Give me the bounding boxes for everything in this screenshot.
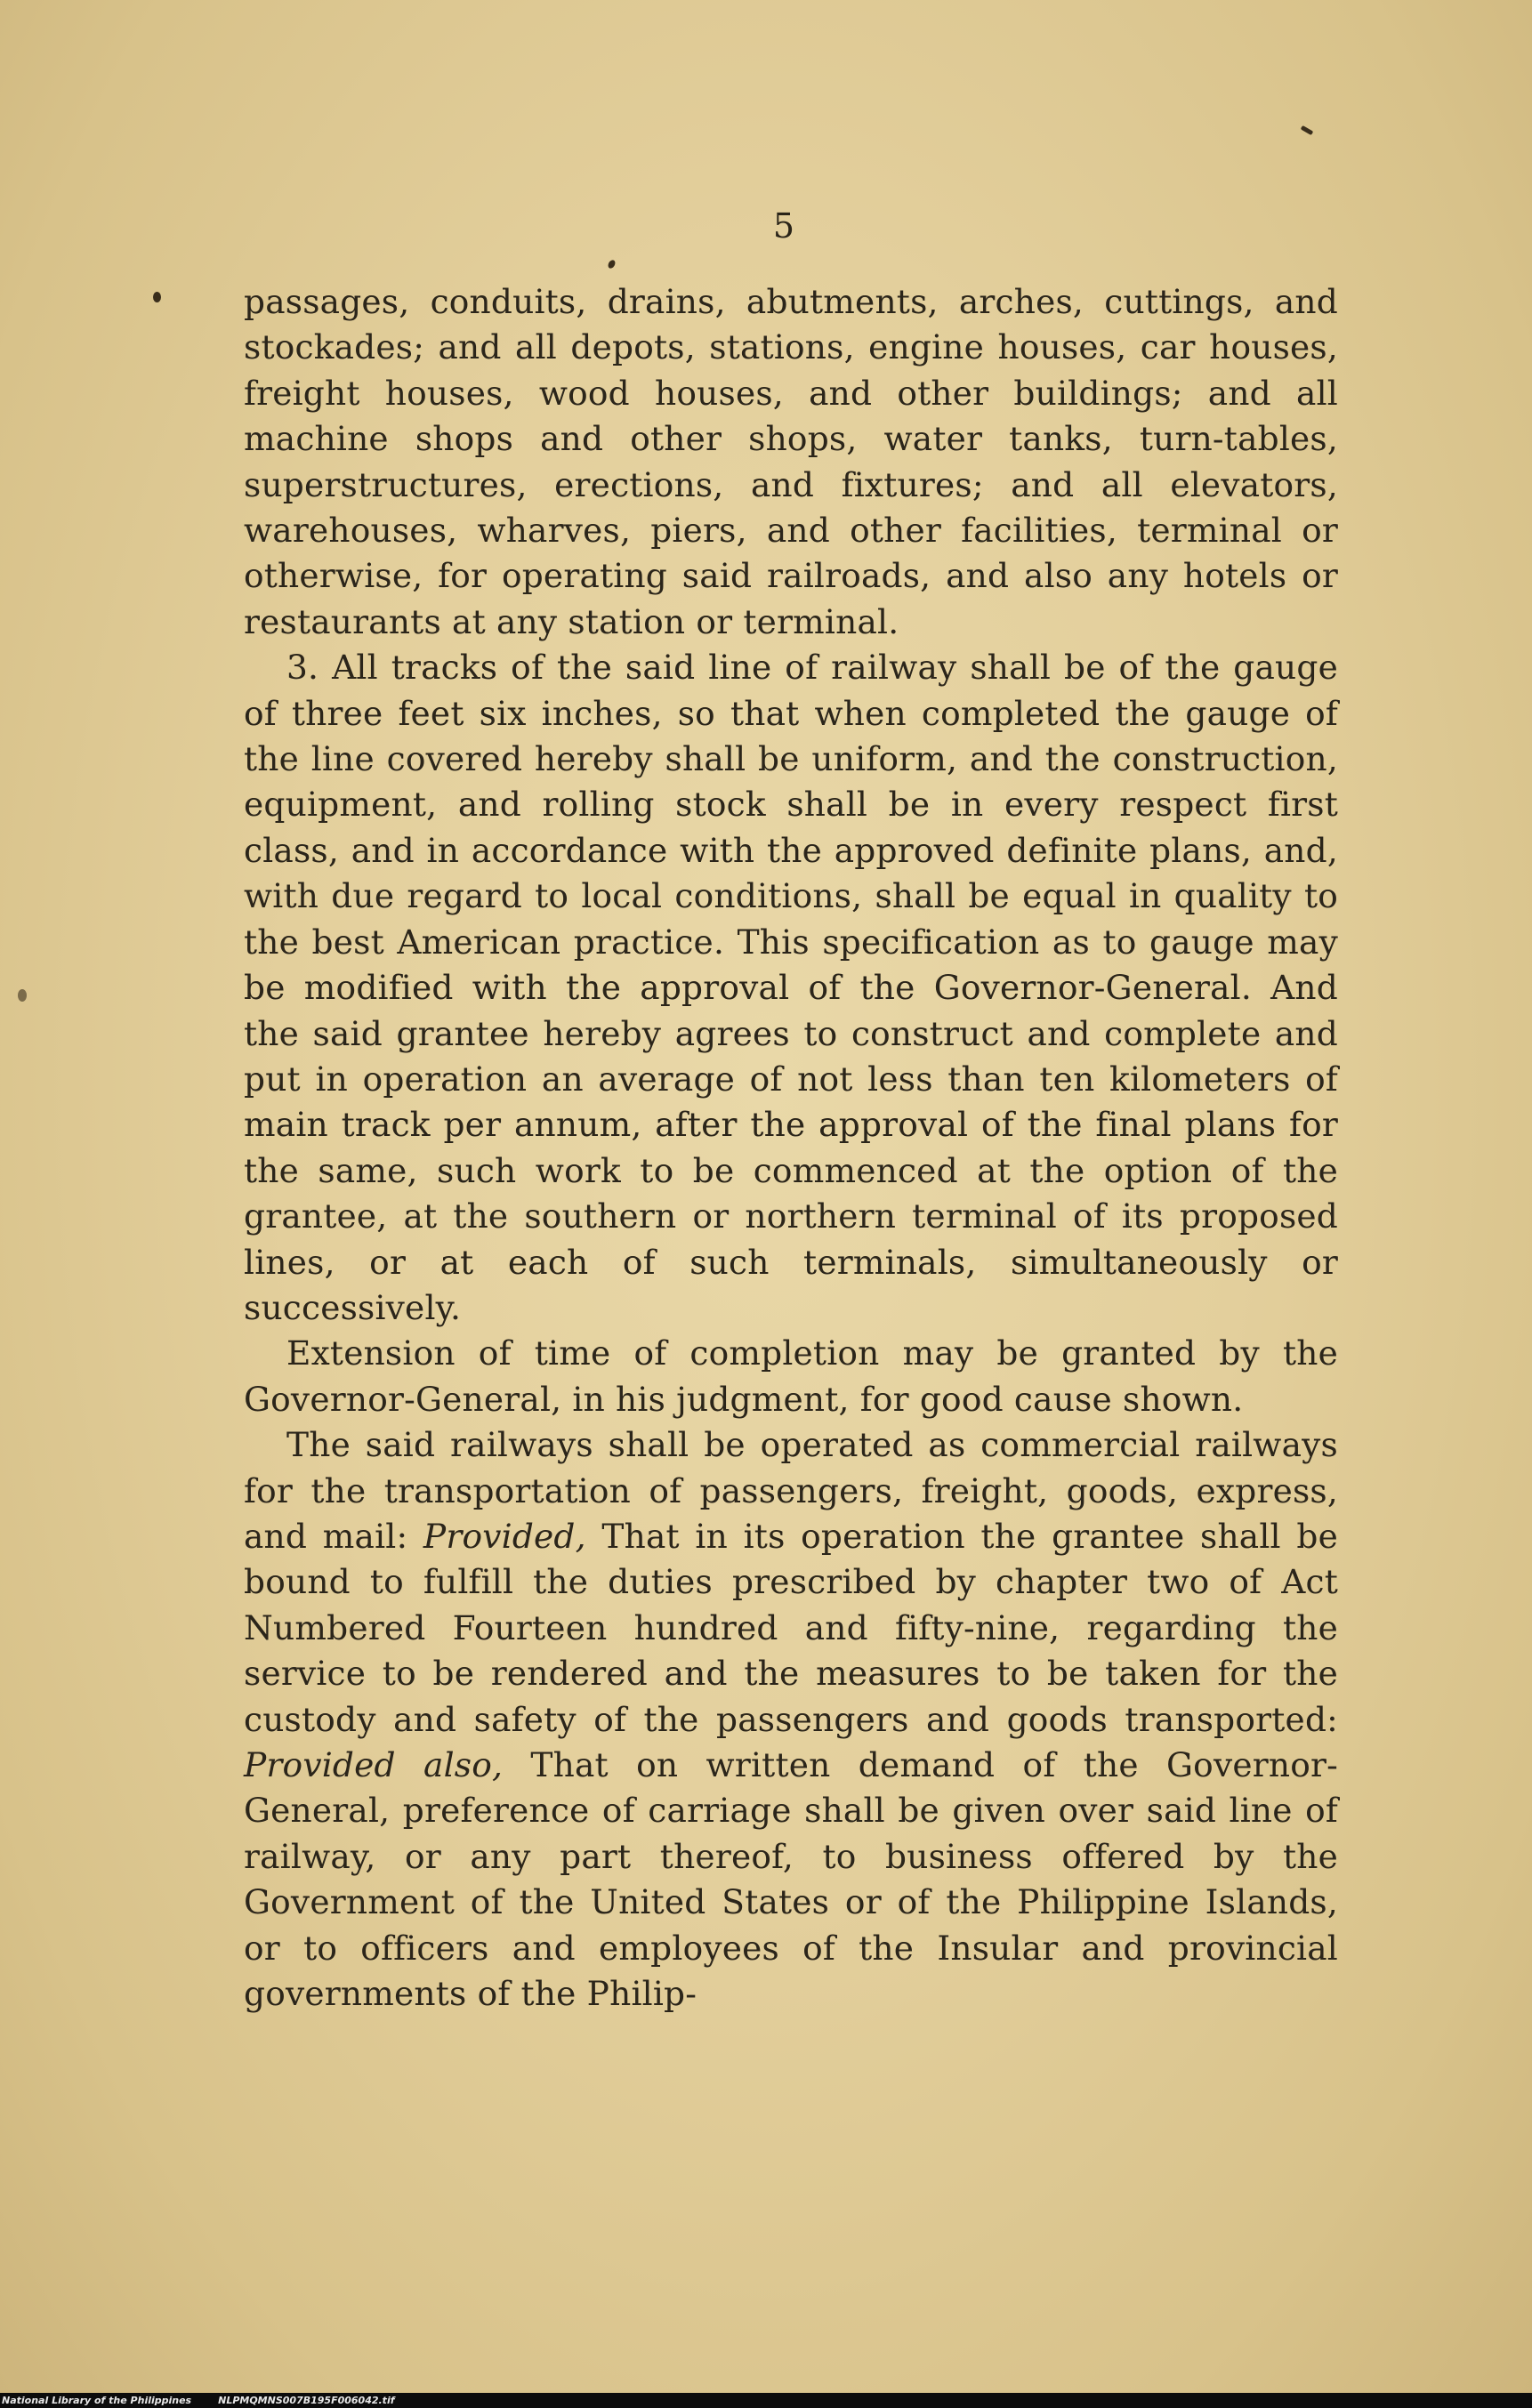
italic-proviso: Provided also,: [244, 1745, 504, 1784]
page-number: 5: [772, 206, 795, 246]
paragraph-2: [244, 645, 1338, 1331]
text-segment: The said railways shall be operated as commercial railways for the transportation of passengers, freight, goods, express, and mail:: [244, 1425, 1338, 1556]
paper-speck: [607, 259, 617, 270]
paper-speck: [153, 292, 161, 302]
text-segment: That on written demand of the Governor-General, preference of carriage shall be given over said line of railway, or any part thereof, to business offered by the Government of the United States or of the Philippine Islands, or to officers and employees of the Insular and provincial governments of the Philip-: [244, 1745, 1338, 2014]
paper-speck: [1301, 125, 1314, 135]
library-credit: National Library of the Philippines: [2, 2395, 192, 2406]
text-segment: Extension of time of completion may be granted by the Governor-General, in his judgment, for good cause shown.: [244, 1333, 1338, 1419]
paragraph-3: [244, 1331, 1338, 1422]
text-segment: passages, conduits, drains, abutments, arches, cuttings, and stockades; and all depots, stations, engine houses, car houses, freight houses, wood houses, and other buildings; and all machine shops and other shops, water tanks, turn-tables, superstructures, erections, and fixtures; and all elevators, warehouses, wharves, piers, and other facilities, terminal or otherwise, for operating said railroads, and also any hotels or restaurants at any station or terminal.: [244, 282, 1338, 641]
text-segment: 3. All tracks of the said line of railway shall be of the gauge of three feet six inches, so that when completed the gauge of the line covered hereby shall be uniform, and the construction, equipment, and rolling stock shall be in every respect first class, and in accordance with the approved definite plans, and, with due regard to local conditions, shall be equal in quality to the best American practice. This specification as to gauge may be modified with the approval of the Governor-General. And the said grantee hereby agrees to construct and complete and put in operation an average of not less than ten kilometers of main track per annum, after the approval of the final plans for the same, such work to be commenced at the option of the grantee, at the southern or northern terminal of its proposed lines, or at each of such terminals, simultaneously or successively.: [244, 648, 1338, 1327]
paper-speck: [18, 989, 27, 1002]
italic-proviso: Provided,: [423, 1516, 586, 1556]
paragraph-1: [244, 279, 1338, 645]
text-segment: That in its operation the grantee shall be bound to fulfill the duties prescribed by chapter two of Act Numbered Fourteen hundred and fifty-nine, regarding the service to be rendered and the measures to be taken for the custody and safety of the passengers and goods transported:: [244, 1516, 1338, 1739]
body-text: [244, 279, 1338, 2017]
scan-footer: [0, 2393, 1532, 2408]
file-id: NLPMQMNS007B195F006042.tif: [218, 2395, 395, 2406]
paragraph-4: [244, 1422, 1338, 2017]
